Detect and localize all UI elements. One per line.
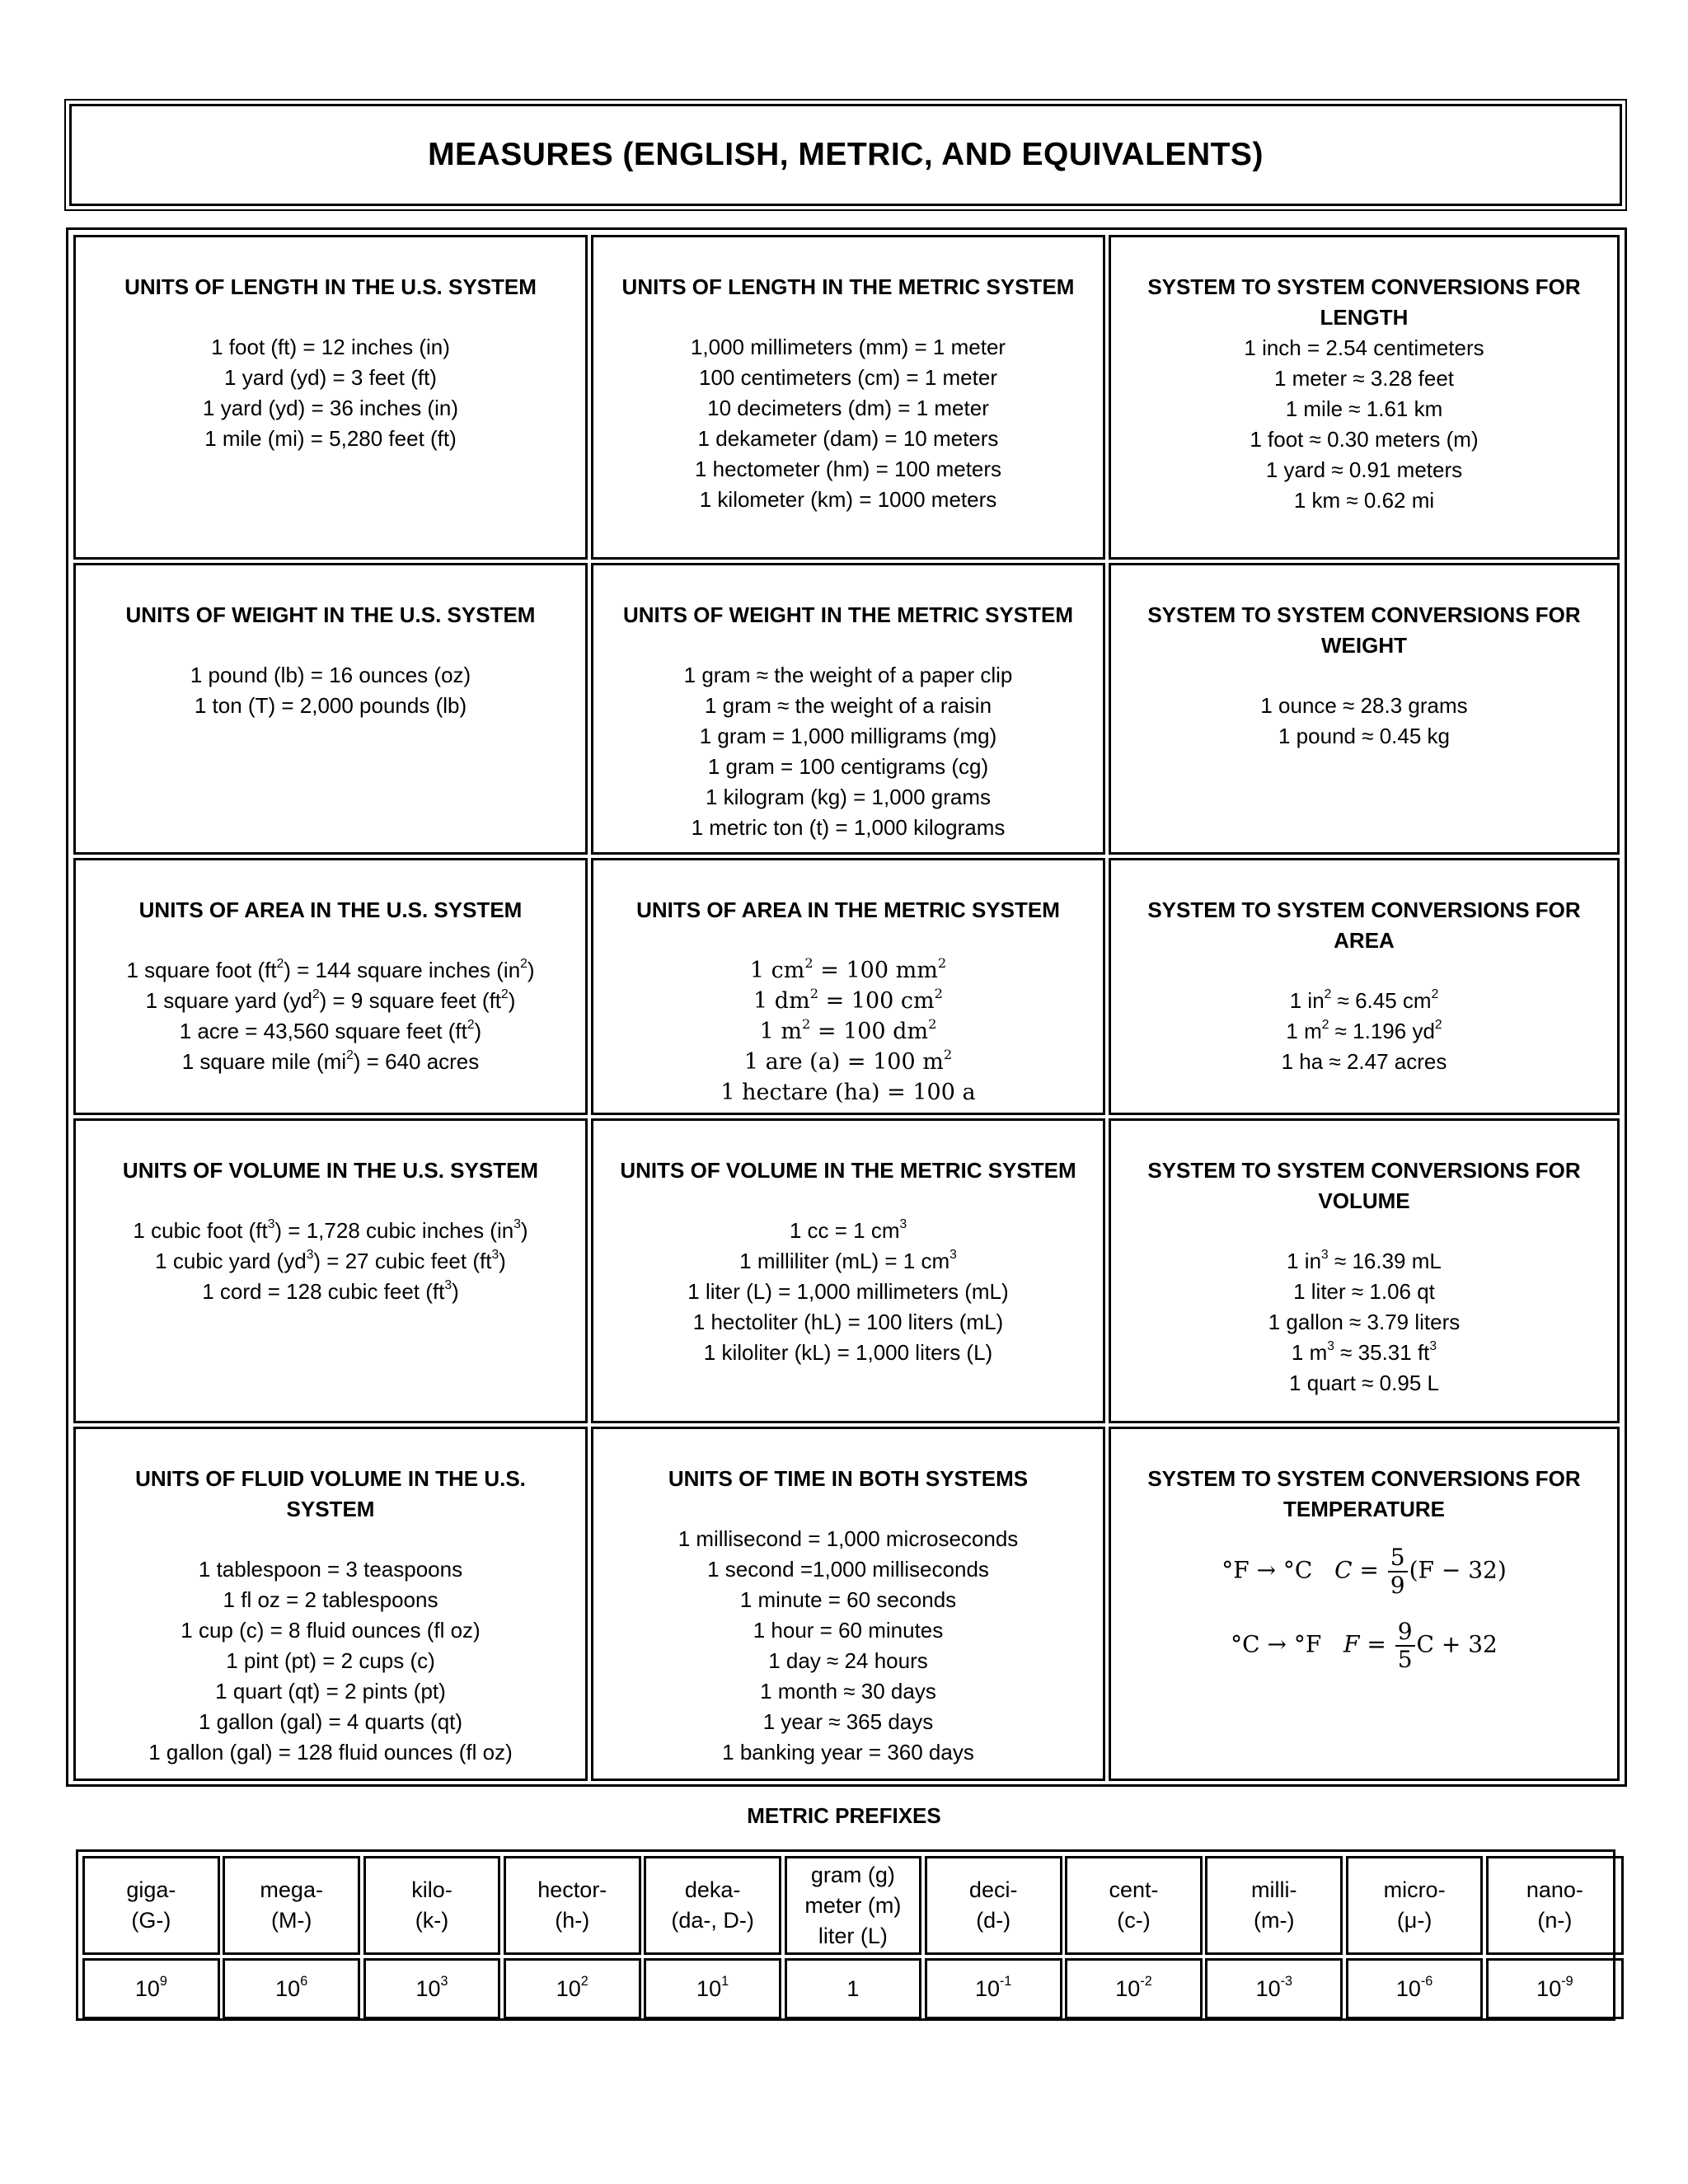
prefix-abbreviation: meter (m): [804, 1892, 902, 1918]
cell-volume-metric: [591, 1118, 1105, 1423]
prefix-power: $10^{-2}$: [1115, 1974, 1152, 2001]
cell-title: UNITS OF LENGTH IN THE U.S. SYSTEM: [124, 274, 537, 299]
text-line: 1 millisecond = 1,000 microseconds: [678, 1526, 1019, 1551]
prefix-name: deka-: [684, 1877, 741, 1902]
cell-title: UNITS OF WEIGHT IN THE U.S. SYSTEM: [125, 602, 536, 627]
cell-title: UNITS OF AREA IN THE U.S. SYSTEM: [138, 898, 523, 922]
cell-weight-us: [73, 563, 588, 855]
text-line: 1 foot (ft) = 12 inches (in): [211, 335, 450, 359]
prefix-name: gram (g): [810, 1862, 895, 1887]
text-line: 1 quart ≈ 0.95 L: [1289, 1371, 1439, 1395]
text-line: 1 ton (T) = 2,000 pounds (lb): [194, 693, 467, 718]
text-line: 1 month ≈ 30 days: [760, 1679, 936, 1704]
page-title: MEASURES (ENGLISH, METRIC, AND EQUIVALENTS): [428, 137, 1264, 172]
text-line: 1 cc = 1 $cm^3$: [789, 1217, 907, 1243]
cell-title: SYSTEM TO SYSTEM CONVERSIONS FOR LENGTH: [1147, 274, 1581, 330]
prefix-power: $10^1$: [696, 1974, 729, 2001]
text-line: 1 square mile $(mi^2) = 640$ acres: [181, 1048, 480, 1074]
text-line: 1 kilogram (kg) = 1,000 grams: [705, 785, 992, 809]
cell-length-us: [73, 235, 588, 560]
cell-length-metric: [591, 235, 1105, 560]
prefix-abbreviation: (da-, D-): [671, 1908, 754, 1933]
cell-title: UNITS OF VOLUME IN THE U.S. SYSTEM: [122, 1158, 539, 1183]
prefix-name: micro-: [1383, 1877, 1446, 1902]
cell-fluid-volume-us: [73, 1427, 588, 1781]
text-line: 10 decimeters (dm) = 1 meter: [707, 396, 989, 420]
text-line: 1 cubic foot $(ft^3) = 1,728$ cubic inches $(in^3)$: [133, 1217, 528, 1243]
text-line: 1 $in^3 \approx 16.39$ mL: [1287, 1248, 1442, 1273]
text-line: 1 gram = 100 centigrams (cg): [707, 754, 989, 779]
text-line: 1 $in^2 \approx 6.45$ $cm^2$: [1289, 987, 1439, 1013]
text-line: 1 ha ≈ 2.47 acres: [1281, 1049, 1447, 1074]
math-line: 1 $m^2 = 100$ $dm^2$: [759, 1015, 937, 1044]
text-line: 1 liter (L) = 1,000 millimeters (mL): [687, 1279, 1009, 1304]
formula-c-to-f: °C → °F F = $\frac{9}{5}$ C + 32: [1231, 1618, 1498, 1673]
prefix-power-cell: [504, 1958, 641, 2019]
text-line: 1 yard (yd) = 36 inches (in): [203, 396, 458, 420]
text-line: 1 second =1,000 milliseconds: [707, 1557, 989, 1582]
cell-title: SYSTEM TO SYSTEM CONVERSIONS FOR WEIGHT: [1147, 602, 1581, 658]
text-line: 1 hectometer (hm) = 100 meters: [694, 457, 1002, 481]
prefix-power: $10^{-6}$: [1395, 1974, 1433, 2001]
prefix-power: $10^3$: [415, 1974, 448, 2001]
text-line: 1 gram = 1,000 milligrams (mg): [699, 724, 997, 748]
fraction: $\frac{5}{9}$: [1388, 1544, 1408, 1599]
prefix-name-cell: [644, 1856, 781, 1955]
prefix-abbreviation: (c-): [1117, 1908, 1151, 1933]
text-line: 1 cup (c) = 8 fluid ounces (fl oz): [181, 1618, 481, 1643]
cell-title: SYSTEM TO SYSTEM CONVERSIONS FOR VOLUME: [1147, 1158, 1581, 1213]
text-line: 1 day ≈ 24 hours: [768, 1648, 928, 1673]
text-line: 1 km ≈ 0.62 mi: [1293, 488, 1435, 513]
cell-volume-conversions: [1109, 1118, 1620, 1423]
text-line: 1 metric ton (t) = 1,000 kilograms: [691, 815, 1006, 840]
prefix-name-cell: [82, 1856, 220, 1955]
prefix-name-cell: [223, 1856, 360, 1955]
cell-time: [591, 1427, 1105, 1781]
prefix-abbreviation: (m-): [1254, 1908, 1295, 1933]
text-line: 1 acre = 43,560 square feet $(ft^2)$: [179, 1018, 482, 1043]
prefix-abbreviation: (n-): [1537, 1908, 1573, 1933]
math-line: 1 hectare (ha) = 100 a: [720, 1080, 976, 1105]
prefix-power-cell: [223, 1958, 360, 2019]
math-line: 1 $cm^2 = 100$ $mm^2$: [749, 954, 947, 983]
prefix-abbreviation-2: liter (L): [818, 1923, 888, 1948]
prefix-name: milli-: [1251, 1877, 1297, 1902]
prefix-name: deci-: [968, 1877, 1018, 1902]
prefix-abbreviation: (G-): [131, 1908, 171, 1933]
prefix-power-cell: [1065, 1958, 1203, 2019]
text-line: 1 $m^2 \approx 1.196$ $yd^2$: [1286, 1018, 1442, 1043]
prefix-power: $10^{-1}$: [974, 1974, 1012, 2001]
prefix-power-cell: [785, 1958, 922, 2019]
prefix-name: nano-: [1526, 1877, 1583, 1902]
prefix-name: giga-: [126, 1877, 176, 1902]
cell-area-conversions: [1109, 858, 1620, 1115]
prefix-power-cell: [1205, 1958, 1343, 2019]
cell-title: UNITS OF VOLUME IN THE METRIC SYSTEM: [620, 1158, 1076, 1183]
text-line: 1 foot ≈ 0.30 meters (m): [1250, 427, 1479, 452]
prefix-name: hector-: [537, 1877, 607, 1902]
text-line: 1 pound (lb) = 16 ounces (oz): [190, 663, 471, 687]
prefix-power-cell: [82, 1958, 220, 2019]
prefix-name-cell: [363, 1856, 501, 1955]
prefix-name: mega-: [260, 1877, 323, 1902]
text-line: 1 $m^3 \approx 35.31$ $ft^3$: [1291, 1339, 1437, 1365]
text-line: 1 kiloliter (kL) = 1,000 liters (L): [703, 1340, 993, 1365]
text-line: 1 cord = 128 cubic feet $(ft^3)$: [202, 1278, 459, 1304]
cell-area-metric: [591, 858, 1105, 1115]
math-line: 1 $dm^2 = 100$ $cm^2$: [753, 985, 943, 1014]
text-line: 1 square yard $(yd^2) = 9$ square feet $(ft^2)$: [145, 987, 516, 1013]
prefix-abbreviation: (μ-): [1396, 1908, 1432, 1933]
text-line: 1 liter ≈ 1.06 qt: [1293, 1279, 1435, 1304]
text-line: 1 gram ≈ the weight of a raisin: [704, 693, 992, 718]
prefix-name-cell: [1486, 1856, 1624, 1955]
prefix-power: $10^{-9}$: [1536, 1974, 1573, 2001]
prefix-power: 1: [846, 1975, 860, 2001]
text-line: 1 cubic yard $(yd^3) = 27$ cubic feet $(ft^3)$: [155, 1248, 506, 1273]
text-line: 1 meter ≈ 3.28 feet: [1273, 366, 1455, 391]
prefix-power-cell: [363, 1958, 501, 2019]
text-line: 1 gram ≈ the weight of a paper clip: [683, 663, 1013, 687]
text-line: 1 kilometer (km) = 1000 meters: [699, 487, 997, 512]
metric-prefixes-table: [76, 1849, 1615, 2021]
prefix-name-cell: [504, 1856, 641, 1955]
text-line: 1 ounce ≈ 28.3 grams: [1260, 693, 1468, 718]
cell-area-us: [73, 858, 588, 1115]
text-line: 1 fl oz = 2 tablespoons: [223, 1587, 438, 1612]
text-line: 1 pound ≈ 0.45 kg: [1278, 724, 1450, 748]
text-line: 1 square foot $(ft^2) = 144$ square inches $(in^2)$: [126, 957, 535, 982]
cell-temperature-conversions: [1109, 1427, 1620, 1781]
text-line: 1 year ≈ 365 days: [762, 1709, 934, 1734]
text-line: 1 hour = 60 minutes: [753, 1618, 944, 1643]
cell-weight-metric: [591, 563, 1105, 855]
prefix-name: kilo-: [411, 1877, 452, 1902]
text-line: 1 gallon (gal) = 4 quarts (qt): [198, 1709, 463, 1734]
prefix-name-cell: [1346, 1856, 1484, 1955]
prefix-power: $10^{-3}$: [1255, 1974, 1293, 2001]
prefix-name-cell: [1205, 1856, 1343, 1955]
prefix-power-cell: [1346, 1958, 1484, 2019]
text-line: 1 yard (yd) = 3 feet (ft): [224, 365, 437, 390]
formula-f-to-c: °F → °C C = $\frac{5}{9}$ (F − 32): [1221, 1544, 1507, 1599]
prefix-power: $10^9$: [134, 1974, 167, 2001]
cell-title: UNITS OF LENGTH IN THE METRIC SYSTEM: [621, 274, 1075, 299]
text-line: 1 gallon ≈ 3.79 liters: [1268, 1310, 1461, 1334]
text-line: 1 hectoliter (hL) = 100 liters (mL): [692, 1310, 1004, 1334]
prefix-power: $10^2$: [556, 1974, 588, 2001]
text-line: 100 centimeters (cm) = 1 meter: [699, 365, 997, 390]
cell-title: SYSTEM TO SYSTEM CONVERSIONS FOR TEMPERATURE: [1147, 1466, 1581, 1521]
text-line: 1 yard ≈ 0.91 meters: [1265, 457, 1463, 482]
text-line: 1 banking year = 360 days: [722, 1740, 974, 1765]
text-line: 1 mile (mi) = 5,280 feet (ft): [204, 426, 457, 451]
cell-title: UNITS OF AREA IN THE METRIC SYSTEM: [636, 898, 1060, 922]
title-box: [69, 104, 1622, 206]
prefix-abbreviation: (d-): [976, 1908, 1011, 1933]
prefix-power-cell: [925, 1958, 1062, 2019]
prefix-name: cent-: [1109, 1877, 1159, 1902]
fraction: $\frac{9}{5}$: [1395, 1619, 1415, 1673]
text-line: 1 inch = 2.54 centimeters: [1244, 335, 1484, 360]
text-line: 1 quart (qt) = 2 pints (pt): [215, 1679, 446, 1704]
cell-length-conversions: [1109, 235, 1620, 560]
cell-title: UNITS OF TIME IN BOTH SYSTEMS: [668, 1466, 1029, 1491]
text-line: 1 mile ≈ 1.61 km: [1285, 396, 1443, 421]
prefix-name-cell: [785, 1856, 922, 1955]
cell-title: UNITS OF FLUID VOLUME IN THE U.S. SYSTEM: [135, 1466, 526, 1521]
cell-title: SYSTEM TO SYSTEM CONVERSIONS FOR AREA: [1147, 898, 1581, 953]
text-line: 1 milliliter (mL) = 1 $cm^3$: [739, 1248, 957, 1273]
prefix-abbreviation: (k-): [415, 1908, 449, 1933]
prefix-abbreviation: (M-): [270, 1908, 312, 1933]
prefix-power-cell: [1486, 1958, 1624, 2019]
text-line: 1 tablespoon = 3 teaspoons: [198, 1557, 463, 1582]
text-line: 1,000 millimeters (mm) = 1 meter: [690, 335, 1006, 359]
measures-grid: [66, 227, 1627, 1787]
prefix-abbreviation: (h-): [555, 1908, 590, 1933]
prefix-name-cell: [925, 1856, 1062, 1955]
prefix-power-cell: [644, 1958, 781, 2019]
text-line: 1 dekameter (dam) = 10 meters: [697, 426, 999, 451]
cell-title: UNITS OF WEIGHT IN THE METRIC SYSTEM: [623, 602, 1073, 627]
prefix-name-cell: [1065, 1856, 1203, 1955]
cell-volume-us: [73, 1118, 588, 1423]
text-line: 1 pint (pt) = 2 cups (c): [226, 1648, 435, 1673]
metric-prefixes-heading: METRIC PREFIXES: [747, 1803, 941, 1828]
cell-weight-conversions: [1109, 563, 1620, 855]
text-line: 1 gallon (gal) = 128 fluid ounces (fl oz): [148, 1740, 513, 1765]
prefix-power: $10^6$: [275, 1974, 308, 2001]
math-line: 1 are (a) = 100 $m^2$: [743, 1046, 953, 1075]
text-line: 1 minute = 60 seconds: [739, 1587, 957, 1612]
